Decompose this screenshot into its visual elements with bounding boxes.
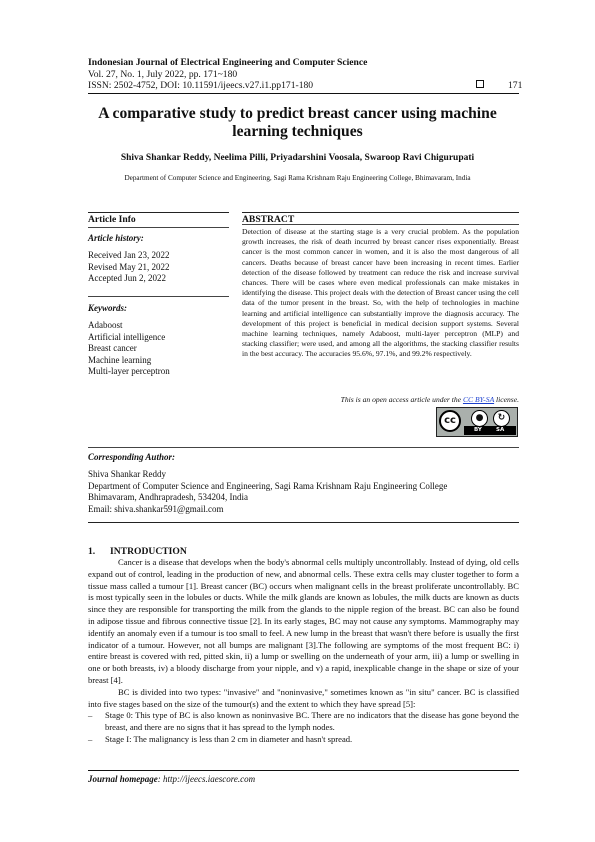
homepage-url[interactable]: : http://ijeecs.iaescore.com	[157, 774, 256, 784]
license-note	[242, 395, 519, 404]
abstract-top-rule	[242, 212, 519, 213]
corresponding-details	[88, 469, 447, 515]
history-received: Received Jan 23, 2022	[88, 250, 170, 260]
keywords-rule	[88, 296, 229, 297]
homepage-label: Journal homepage	[88, 774, 158, 784]
license-link[interactable]: CC BY-SA	[462, 395, 495, 404]
corresponding-rule	[88, 447, 519, 448]
badge-by-label: BY	[474, 427, 482, 433]
share-alike-icon: ↻	[493, 410, 510, 427]
footer-divider	[88, 770, 519, 771]
bullet-dash: –	[88, 710, 93, 721]
section-title: INTRODUCTION	[110, 546, 187, 557]
history-heading: Article history:	[88, 233, 144, 243]
bullet-dash: –	[88, 733, 93, 744]
abstract-text: Detection of disease at the starting stage is a very crucial problem. As the population growth increases, the risk of death incurred by breast cancer rises exponentially. Breast cancer is the most common cancer in women, and it is also the most dangerous of all cancers. Deaths because of breast cancer have been increasing in recent times. Earlier detection of the disease followed by treatment can reduce the risk and increase survival chances. There will be cases where even medical professionals can make mistakes in identifying the disease. This project deals with the detection of Breast cancer using the cell data of the tumor present in the breast. So, with the help of technologies in machine learning and artificial intelligence can substantially improve the diagnosis accuracy. The development of this project is beneficial in medical decision support systems. Several machine learning techniques, namely Adaboost, multi-layer perceptron (MLP) and stacking classifier; were used, and among all the algorithms, the stacking classifier results in the best accuracy. The accuracies 95.6%, 97.1%, and 99.2% respectively.	[242, 227, 519, 359]
article-info-top-rule	[88, 212, 229, 213]
keyword-item: Multi-layer perceptron	[88, 366, 170, 376]
badge-sa-label: SA	[496, 427, 505, 433]
abstract-rule	[242, 224, 519, 225]
keyword-item: Adaboost	[88, 320, 123, 330]
page-number: 171	[508, 80, 523, 91]
history-list	[88, 250, 170, 285]
introduction-body	[88, 557, 519, 746]
section-number: 1.	[88, 546, 96, 557]
cc-by-sa-badge[interactable]	[436, 407, 518, 437]
keyword-item: Machine learning	[88, 354, 152, 365]
abstract-heading: ABSTRACT	[242, 214, 295, 225]
paper-title: A comparative study to predict breast cancer using machine learning techniques	[98, 105, 497, 140]
stage-1-text: Stage I: The malignancy is less than 2 cm in diameter and hasn't spread.	[105, 733, 353, 744]
journal-name: Indonesian Journal of Electrical Engineering and Computer Science	[88, 57, 368, 68]
license-suffix: license.	[494, 395, 519, 404]
badge-label-bar	[464, 426, 516, 435]
issn-doi: ISSN: 2502-4752, DOI: 10.11591/ijeecs.v27.i1.pp171-180	[88, 80, 314, 91]
header-divider	[88, 93, 519, 94]
keywords-list	[88, 320, 170, 378]
volume-info: Vol. 27, No. 1, July 2022, pp. 171~180	[88, 69, 238, 80]
stage-0-text: Stage 0: This type of BC is also known as noninvasive BC. There are no indicators that the disease has gone beyond the breast, and there are no signs that it has spread to the lymph nodes.	[105, 710, 519, 733]
history-revised: Revised May 21, 2022	[88, 261, 170, 272]
corresponding-name: Shiva Shankar Reddy	[88, 469, 166, 479]
attribution-person-icon: ●	[471, 410, 488, 427]
article-info-rule	[88, 227, 229, 228]
cc-logo-icon: cc	[439, 410, 461, 432]
introduction-heading	[88, 546, 187, 557]
keywords-heading: Keywords:	[88, 303, 127, 313]
intro-paragraph-1: Cancer is a disease that develops when the body's abnormal cells multiply uncontrollably. Instead of dying, old cells expand out of control, leading in the production of new, and abnormal cells. These extra cells may cluster together to form a tissue mass called a tumour [1]. Breast cancer (BC) occurs when malignant cells in the breast proliferate uncontrollably. BC is most typically seen in the lobules or ducts. While the milk glands are known as lobules, the milk ducts are known as ducts since they are responsible for transporting the milk from the glands to the nipple region of the breast. BC can also be found in adipose tissue and fibrous connective tissue [2]. In its early stages, BC may not cause any symptoms. Mammography may identify an anomaly even if a tumour is too small to feel. A new lump in the breast that wasn't there before is usually the first indicator of a tumour. However, not all bumps are malignant [3].The following are symptoms of the most frequent BC: i) entire breast is covered with red, pitted skin, ii) a lump or swelling on the underneath of your arm, iii) a lump or swelling in one or both breasts, iv) a bloody discharge from your nipple, and v) a rapid, inexplicable change in the shape or size of your breast [4].	[88, 557, 519, 685]
front-matter-bottom-rule	[88, 522, 519, 523]
corresponding-department: Department of Computer Science and Engineering, Sagi Rama Krishnam Raju Engineering College	[88, 480, 448, 491]
corresponding-email: Email: shiva.shankar591@gmail.com	[88, 503, 224, 514]
intro-paragraph-2: BC is divided into two types: "invasive" and "noninvasive," sometimes known as "in situ" cancer. BC is classified into five stages based on the size of the tumour(s) and the extent to which they have spread [5]:	[88, 686, 519, 709]
corresponding-heading: Corresponding Author:	[88, 452, 175, 462]
keyword-item: Breast cancer	[88, 343, 137, 353]
square-icon	[476, 80, 484, 88]
author-list: Shiva Shankar Reddy, Neelima Pilli, Priyadarshini Voosala, Swaroop Ravi Chigurupati	[120, 153, 475, 163]
stage-list-item	[88, 710, 519, 734]
history-accepted: Accepted Jun 2, 2022	[88, 273, 166, 283]
journal-homepage	[88, 774, 255, 784]
keyword-item: Artificial intelligence	[88, 331, 166, 342]
affiliation: Department of Computer Science and Engineering, Sagi Rama Krishnam Raju Engineering College, Bhimavaram, India	[124, 174, 471, 182]
article-info-heading: Article Info	[88, 214, 136, 225]
license-prefix: This is an open access article under the	[340, 395, 463, 404]
corresponding-address: Bhimavaram, Andhrapradesh, 534204, India	[88, 492, 248, 503]
stage-list-item	[88, 734, 519, 746]
